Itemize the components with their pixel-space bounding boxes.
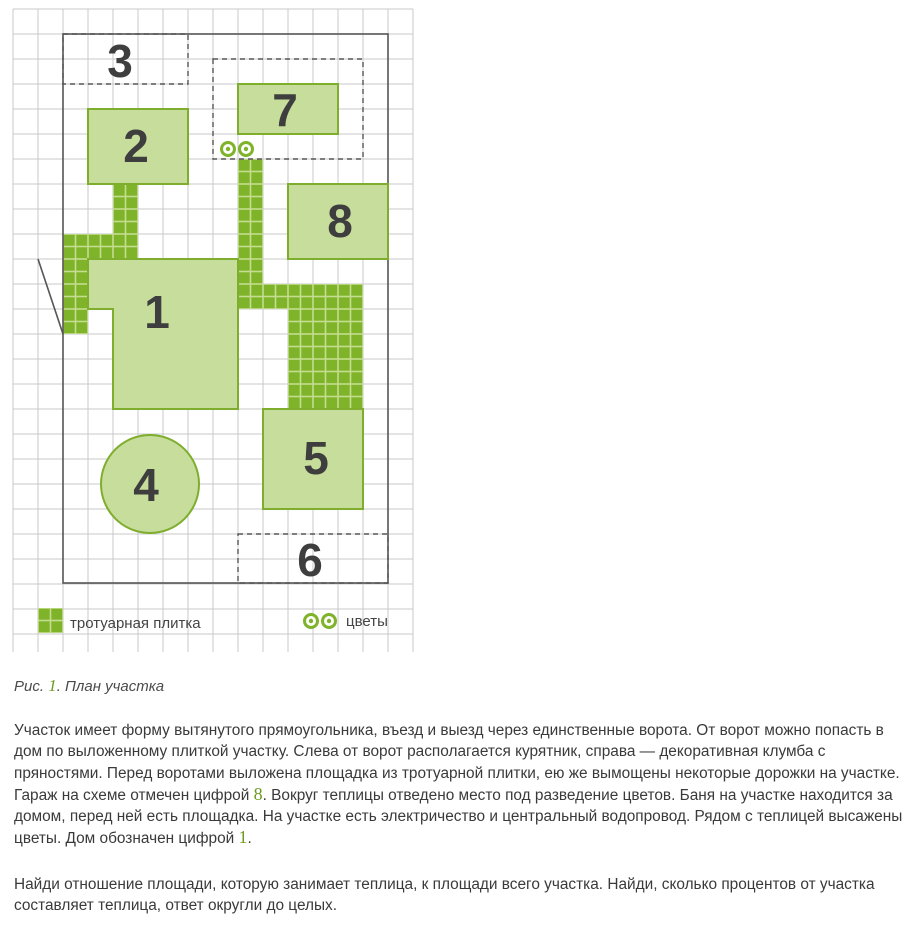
legend-tile-label: тротуарная плитка <box>70 615 201 632</box>
caption-number: 1 <box>48 676 57 695</box>
caption-suffix: . План участка <box>56 678 165 695</box>
legend-tile-swatch <box>38 608 63 633</box>
label-3: 3 <box>107 35 133 87</box>
task-question: Найди отношение площади, которую занимает теплица, к площади всего участка. Найди, сколько процентов от участка составляет теплица, ответ округли до целых. <box>14 876 875 915</box>
legend-flower-icon <box>305 615 336 628</box>
label-4: 4 <box>133 459 159 511</box>
label-5: 5 <box>303 432 329 484</box>
task-description <box>14 720 909 850</box>
description-number-8: 8 <box>253 783 263 804</box>
description-number-1: 1 <box>238 827 248 848</box>
description-part1: Участок имеет форму вытянутого прямоугольника, въезд и выезд через единственные ворота. От ворот можно попасть в дом по выложенному плиткой участку. Слева от ворот располагается курятник, справа — декоративная клумба с пряностями. Перед воротами выложена площадка из тротуарной плитки, ею же вымощены некоторые дорожки на участке. Гараж на схеме отмечен цифрой <box>14 722 900 804</box>
description-part3: . <box>247 830 252 848</box>
gate <box>38 259 63 334</box>
legend-flowers-label: цветы <box>346 613 388 630</box>
label-1: 1 <box>144 286 170 338</box>
label-2: 2 <box>123 120 149 172</box>
figure-caption <box>14 676 164 696</box>
label-7: 7 <box>272 84 298 136</box>
flowers <box>222 143 253 156</box>
description-part2: . Вокруг теплицы отведено место под разведение цветов. Баня на участке находится за домом, перед ней есть площадка. На участке есть электричество и центральный водопровод. Рядом с теплицей высажены цветы. Дом обозначен цифрой <box>14 786 903 848</box>
caption-prefix: Рис. <box>14 678 49 695</box>
label-8: 8 <box>327 195 353 247</box>
label-6: 6 <box>297 534 323 586</box>
